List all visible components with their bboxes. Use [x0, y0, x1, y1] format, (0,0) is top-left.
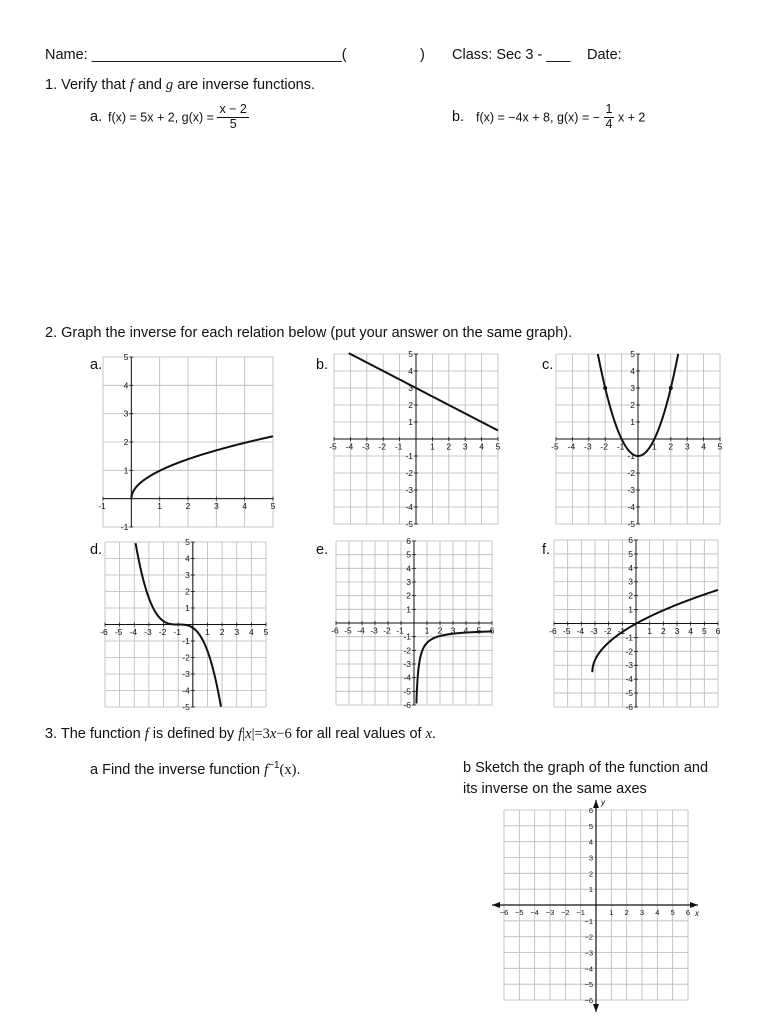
- y-tick-label: -3: [405, 484, 413, 495]
- y-tick-label: 5: [630, 348, 635, 359]
- x-tick-label: 5: [717, 441, 723, 452]
- q3a-text: a Find the inverse function: [90, 761, 265, 778]
- y-tick-label: 3: [630, 382, 635, 393]
- y-tick-label: 3: [123, 408, 129, 419]
- q3-def-paren-close: |: [251, 726, 255, 742]
- q3-def-x2: x: [269, 726, 277, 742]
- x-tick-label: 6: [685, 908, 691, 917]
- y-tick-label: -1: [403, 631, 411, 642]
- x-tick-label: 1: [205, 627, 210, 637]
- x-tick-label: 2: [185, 501, 191, 512]
- graph-f-label: f.: [542, 542, 551, 558]
- q1-f-symbol: f: [129, 77, 134, 93]
- y-tick-label: -2: [627, 467, 635, 478]
- x-tick-label: 4: [463, 625, 469, 636]
- q1a-denominator: 5: [229, 116, 237, 131]
- x-tick-label: -2: [383, 625, 391, 636]
- y-tick-label: -2: [182, 652, 190, 663]
- y-tick-label: 4: [588, 837, 593, 847]
- x-tick-label: 4: [655, 908, 660, 917]
- y-tick-label: 6: [406, 537, 411, 546]
- x-tick-label: -4: [576, 626, 585, 636]
- x-tick-label: -2: [158, 627, 167, 637]
- graph-e-label: e.: [316, 542, 329, 558]
- x-tick-label: -5: [344, 625, 352, 636]
- x-tick-label: 2: [219, 627, 225, 637]
- y-tick-label: 2: [406, 590, 411, 601]
- x-tick-label: −2: [561, 908, 570, 917]
- graph-b-label: b.: [316, 357, 329, 373]
- graph-f: [548, 535, 724, 713]
- x-tick-label: 4: [688, 626, 694, 636]
- y-tick-label: −2: [584, 932, 593, 942]
- y-tick-label: -1: [625, 632, 633, 643]
- paren-close: ): [420, 47, 425, 63]
- q1-g-symbol: g: [165, 77, 174, 93]
- x-tick-label: 1: [609, 908, 614, 917]
- q1a-label: a.: [90, 109, 103, 125]
- q3-period: .: [432, 726, 437, 742]
- y-tick-label: -6: [403, 699, 411, 710]
- y-tick-label: 3: [628, 576, 633, 587]
- y-tick-label: -3: [182, 668, 190, 679]
- x-tick-label: 5: [701, 626, 707, 636]
- y-tick-label: -1: [405, 450, 413, 461]
- y-tick-label: 2: [588, 869, 593, 879]
- y-tick-label: -2: [625, 646, 633, 657]
- x-tick-label: −1: [576, 908, 585, 917]
- y-tick-label: -1: [627, 450, 635, 461]
- q1b-fraction: [604, 103, 615, 132]
- x-tick-label: -4: [357, 625, 365, 636]
- y-tick-label: 4: [406, 563, 411, 574]
- x-tick-label: 2: [668, 441, 674, 452]
- x-tick-label: -2: [603, 626, 612, 636]
- x-tick-label: 3: [674, 626, 680, 636]
- x-tick-label: 4: [242, 501, 248, 512]
- x-tick-label: 6: [715, 626, 721, 636]
- question-1-prompt: [45, 77, 315, 94]
- y-axis-label: y: [601, 798, 605, 807]
- name-label: Name: _______________________________(: [45, 47, 347, 63]
- x-tick-label: -1: [173, 627, 181, 637]
- y-tick-label: 1: [628, 604, 633, 615]
- graph-d-label: d.: [90, 542, 103, 558]
- q3a-fn: f: [264, 761, 269, 778]
- y-tick-label: 1: [406, 604, 411, 615]
- y-tick-label: −1: [584, 916, 593, 926]
- x-tick-label: -6: [331, 625, 339, 636]
- x-tick-label: -5: [114, 627, 123, 637]
- y-tick-label: 1: [408, 416, 413, 427]
- x-tick-label: 2: [624, 908, 629, 917]
- y-tick-label: -5: [182, 701, 190, 711]
- x-tick-label: -1: [394, 441, 403, 452]
- y-tick-label: 5: [628, 548, 633, 559]
- q3-prompt-mid: is defined by: [148, 726, 239, 742]
- y-tick-label: 5: [408, 348, 413, 359]
- graph-a-label: a.: [90, 357, 103, 373]
- q3-prompt-post: for all real values of: [291, 726, 426, 742]
- y-tick-label: −4: [584, 964, 593, 974]
- x-tick-label: -6: [549, 626, 557, 636]
- q1-prompt-post: are inverse functions.: [173, 77, 316, 93]
- q3-def-rest: =3: [254, 726, 270, 742]
- y-tick-label: 1: [630, 416, 635, 427]
- q3-def-f: f: [238, 726, 243, 742]
- y-tick-label: -2: [403, 645, 411, 656]
- y-tick-label: 2: [185, 586, 190, 597]
- y-tick-label: -3: [403, 658, 411, 669]
- y-tick-label: -3: [625, 660, 633, 671]
- x-tick-label: −4: [530, 908, 539, 917]
- q1b-expr-post: x + 2: [617, 110, 646, 125]
- x-tick-label: 1: [157, 501, 163, 512]
- y-tick-label: -5: [627, 518, 635, 529]
- y-tick-label: 4: [123, 380, 129, 391]
- y-tick-label: 6: [628, 535, 633, 545]
- x-tick-label: 6: [489, 625, 495, 636]
- x-tick-label: -5: [329, 441, 337, 452]
- y-tick-label: -4: [403, 672, 411, 683]
- y-axis-arrow-up: [593, 800, 599, 808]
- x-tick-label: -3: [584, 441, 592, 452]
- question-2-prompt: 2. Graph the inverse for each relation below (put your answer on the same graph).: [45, 325, 573, 341]
- x-tick-label: 5: [495, 441, 501, 452]
- x-tick-label: 5: [270, 501, 276, 512]
- x-tick-label: 4: [701, 441, 706, 452]
- y-tick-label: 3: [588, 853, 593, 863]
- q3b-line2: its inverse on the same axes: [463, 781, 647, 797]
- y-tick-label: 2: [123, 436, 129, 447]
- y-tick-label: 1: [588, 885, 593, 895]
- q3-f-symbol: f: [144, 726, 149, 742]
- q3-def-paren-open: |: [242, 726, 246, 742]
- function-curve: [349, 353, 498, 430]
- function-curve: [131, 436, 273, 498]
- x-tick-label: -5: [562, 626, 571, 636]
- q1b-label: b.: [452, 109, 465, 125]
- x-tick-label: -1: [98, 501, 106, 512]
- x-tick-label: -4: [129, 627, 138, 637]
- curve-point: [669, 386, 673, 390]
- y-tick-label: -5: [403, 686, 411, 697]
- x-tick-label: 5: [476, 625, 482, 636]
- y-tick-label: −3: [584, 948, 593, 958]
- q3-def-x: x: [245, 726, 252, 742]
- x-tick-label: -4: [567, 441, 576, 452]
- y-axis-arrow-down: [593, 1004, 599, 1012]
- x-tick-label: -3: [144, 627, 152, 637]
- x-tick-label: -3: [370, 625, 378, 636]
- y-tick-label: -1: [182, 635, 190, 646]
- q3b-line1: b Sketch the graph of the function and: [463, 760, 709, 776]
- q1a-fraction: [217, 103, 248, 132]
- y-tick-label: -4: [625, 674, 633, 685]
- q3-prompt-pre: 3. The function: [45, 726, 145, 742]
- x-tick-label: -6: [100, 627, 108, 637]
- x-tick-label: 4: [248, 627, 254, 637]
- x-tick-label: -2: [378, 441, 386, 452]
- graph-c-label: c.: [542, 357, 554, 373]
- y-tick-label: 2: [630, 399, 635, 410]
- y-tick-label: 4: [628, 562, 633, 573]
- function-curve: [416, 631, 492, 703]
- curve-point: [603, 386, 607, 390]
- graph-b: [328, 348, 504, 530]
- q3-def-end: −6: [276, 726, 292, 742]
- y-tick-label: -4: [627, 501, 635, 512]
- x-tick-label: -1: [617, 626, 626, 636]
- q3-var: x: [425, 726, 433, 742]
- q1a-expr-pre: f(x) = 5x + 2, g(x) =: [108, 110, 214, 125]
- x-tick-label: 5: [263, 627, 269, 637]
- y-tick-label: 2: [408, 399, 413, 410]
- y-tick-label: 1: [185, 602, 190, 613]
- x-tick-label: -2: [600, 441, 608, 452]
- y-tick-label: 2: [628, 590, 633, 601]
- y-tick-label: -2: [405, 467, 413, 478]
- q3a-arg: (x): [279, 761, 297, 778]
- y-tick-label: -1: [120, 521, 129, 532]
- y-tick-label: 5: [406, 549, 411, 560]
- y-tick-label: 3: [185, 569, 190, 580]
- q3-answer-grid: [488, 796, 704, 1016]
- class-label: Class: Sec 3 - ___: [452, 47, 571, 63]
- y-tick-label: -4: [405, 501, 413, 512]
- x-tick-label: 1: [652, 441, 657, 452]
- q1a-numerator: x − 2: [219, 102, 247, 116]
- x-tick-label: −6: [499, 908, 509, 917]
- q1b-expression: [476, 103, 645, 132]
- q1b-denominator: 4: [605, 116, 613, 131]
- q1-and: and: [133, 77, 166, 93]
- x-tick-label: 3: [213, 501, 219, 512]
- graph-e: [330, 537, 500, 711]
- y-tick-label: 3: [406, 576, 411, 587]
- y-tick-label: -6: [625, 701, 633, 712]
- y-tick-label: 4: [630, 365, 635, 376]
- y-tick-label: 5: [123, 351, 129, 362]
- x-tick-label: -3: [362, 441, 370, 452]
- y-tick-label: −5: [584, 980, 593, 990]
- x-tick-label: −3: [545, 908, 555, 917]
- x-tick-label: 2: [437, 625, 443, 636]
- q1b-expr-pre: f(x) = −4x + 8, g(x) = −: [476, 110, 601, 125]
- y-tick-label: 1: [123, 465, 129, 476]
- x-tick-label: 2: [660, 626, 666, 636]
- x-tick-label: 1: [647, 626, 653, 636]
- q3a-prompt: [90, 760, 301, 779]
- x-tick-label: 3: [450, 625, 456, 636]
- x-axis-arrow-right: [690, 902, 698, 908]
- y-tick-label: 3: [408, 382, 413, 393]
- x-tick-label: 3: [684, 441, 690, 452]
- x-tick-label: -4: [345, 441, 354, 452]
- y-tick-label: -4: [182, 685, 190, 696]
- q3a-sup: −1: [268, 760, 280, 771]
- y-tick-label: −6: [584, 996, 593, 1005]
- y-tick-label: -5: [405, 518, 413, 529]
- q3a-period: .: [296, 761, 301, 778]
- x-tick-label: -3: [590, 626, 598, 636]
- y-tick-label: 4: [185, 553, 190, 564]
- q1b-numerator: 1: [605, 102, 613, 116]
- y-tick-label: -5: [625, 688, 633, 699]
- q1a-expression: [108, 103, 249, 132]
- y-tick-label: 6: [588, 806, 593, 815]
- x-tick-label: 1: [430, 441, 435, 452]
- y-tick-label: 5: [588, 821, 593, 831]
- x-axis-label: x: [695, 909, 699, 918]
- graph-c: [550, 348, 726, 530]
- graph-a: [95, 350, 280, 538]
- x-tick-label: -5: [551, 441, 559, 452]
- x-tick-label: -1: [616, 441, 625, 452]
- x-tick-label: 3: [639, 908, 645, 917]
- y-tick-label: 5: [185, 537, 190, 547]
- x-tick-label: −5: [515, 908, 524, 917]
- date-label: Date:: [587, 47, 622, 63]
- y-tick-label: -3: [627, 484, 635, 495]
- x-tick-label: 1: [424, 625, 430, 636]
- x-tick-label: -1: [396, 625, 404, 636]
- graph-d: [100, 537, 272, 711]
- x-tick-label: 4: [479, 441, 484, 452]
- q1-prompt-pre: 1. Verify that: [45, 77, 130, 93]
- x-tick-label: 5: [670, 908, 675, 917]
- x-tick-label: 2: [446, 441, 452, 452]
- question-3-prompt: [45, 726, 436, 743]
- y-tick-label: 4: [408, 365, 413, 376]
- x-tick-label: 3: [462, 441, 468, 452]
- x-tick-label: 3: [234, 627, 240, 637]
